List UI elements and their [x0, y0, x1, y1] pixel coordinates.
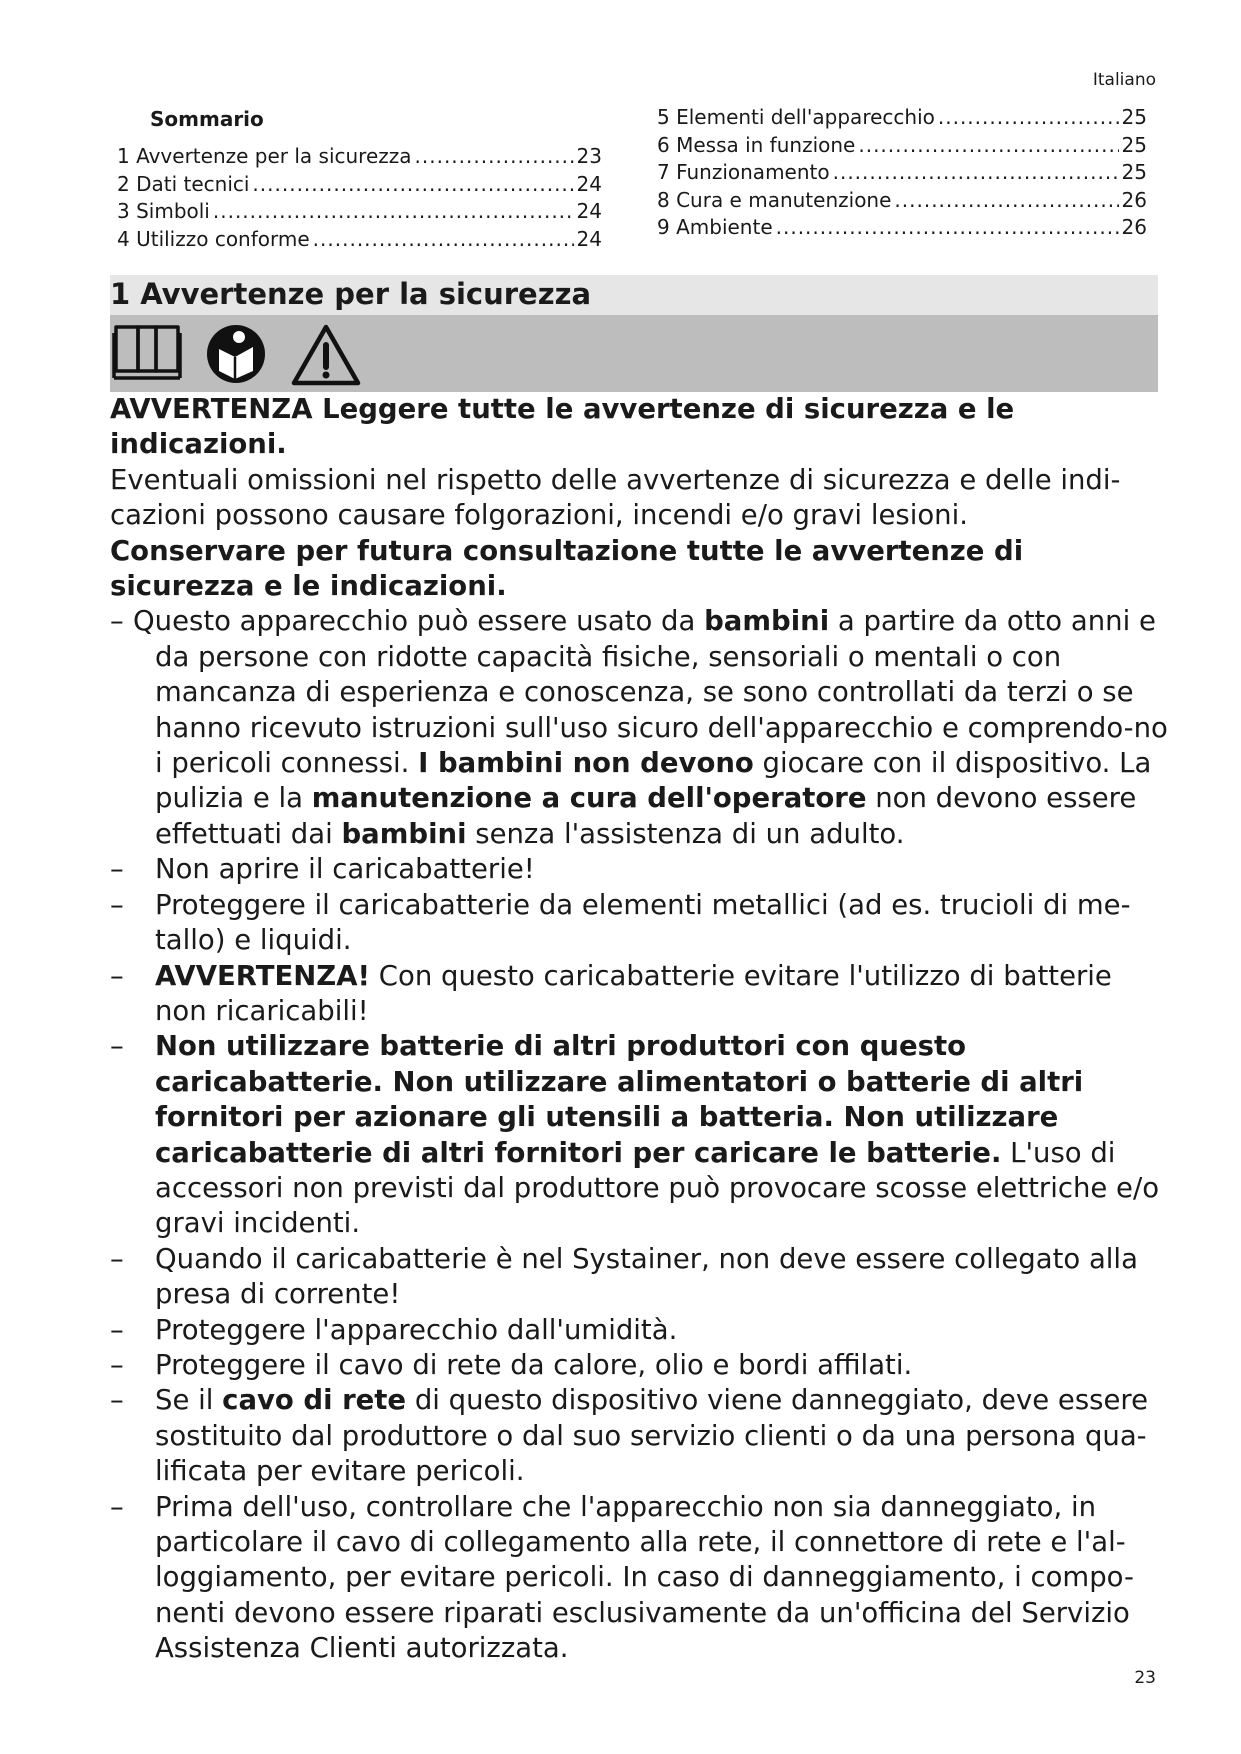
list-item: – Non utilizzare batterie di altri produttori con questo caricabatterie. Non utilizzare alimentatori o batterie di altri fornitori per azionare gli utensili a batteria. Non utilizzare caricabatterie di altri fornitori per caricare le batterie. L'uso di accessori non previsti dal produttore può provocare scosse elettriche e/o gravi incidenti.: [110, 1030, 1160, 1240]
toc-entry-page: 24: [576, 171, 602, 196]
toc-entry-page: 26: [1121, 215, 1147, 239]
read-instructions-icon: [205, 323, 267, 385]
toc-left-column: [117, 143, 602, 253]
toc-entry-page: 25: [1121, 105, 1147, 129]
toc-entry-page: 24: [576, 199, 602, 223]
toc-entry[interactable]: [657, 159, 1147, 187]
toc-entry-label: 2 Dati tecnici: [117, 171, 250, 196]
section-title: 1 Avvertenze per la sicurezza: [110, 277, 592, 311]
safety-text: [110, 392, 1170, 1667]
toc-entry[interactable]: [657, 132, 1147, 160]
page-number: 23: [1134, 1668, 1156, 1688]
toc-entry-label: 7 Funzionamento: [657, 160, 830, 184]
warning-heading: AVVERTENZA Leggere tutte le avvertenze di sicurezza e le indicazioni.: [110, 393, 1015, 461]
warning-paragraph: Eventuali omissioni nel rispetto delle avvertenze di sicurezza e delle indi-cazioni possono causare folgorazioni, incendi e/o gravi lesioni.: [110, 463, 1121, 532]
list-item: – Se il cavo di rete di questo dispositivo viene danneggiato, deve essere sostituito dal produttore o dal suo servizio clienti o da una persona qua-lificata per evitare pericoli.: [110, 1384, 1149, 1488]
toc-entry-page: 25: [1121, 132, 1147, 157]
list-item: – Prima dell'uso, controllare che l'apparecchio non sia danneggiato, in particolare il cavo di collegamento alla rete, il connettore di rete e l'al-loggiamento, per evitare pericoli. In caso di danneggiamento, i compo-nenti devono essere riparati esclusivamente da un'officina del Servizio Assistenza Clienti autorizzata.: [110, 1490, 1134, 1665]
toc-entry[interactable]: [657, 214, 1147, 242]
list-item: – AVVERTENZA! Con questo caricabatterie evitare l'utilizzo di batterie non ricaricabili!: [110, 959, 1112, 1027]
keep-instructions-note: Conservare per futura consultazione tutte le avvertenze di sicurezza e le indicazioni.: [110, 534, 1024, 603]
toc-entry-page: 26: [1121, 187, 1147, 212]
toc-entry-label: 9 Ambiente: [657, 215, 773, 239]
list-item: – Questo apparecchio può essere usato da bambini a partire da otto anni e da persone con ridotte capacità fisiche, sensoriali o mentali o con mancanza di esperienza e conoscenza, se sono controllati da terzi o se hanno ricevuto istruzioni sull'uso sicuro dell'apparecchio e comprendo-no i pericoli connessi. I bambini non devono giocare con il dispositivo. La pulizia e la manutenzione a cura dell'operatore non devono essere effettuati dai bambini senza l'assistenza di un adulto.: [110, 605, 1168, 850]
toc-entry[interactable]: [117, 198, 602, 226]
toc-title: Sommario: [150, 107, 264, 131]
toc-entry-page: 24: [576, 226, 602, 251]
toc-entry-label: 3 Simboli: [117, 199, 210, 223]
toc-entry-page: 23: [576, 144, 602, 168]
list-item: – Non aprire il caricabatterie!: [110, 853, 535, 886]
warning-triangle-icon: [290, 323, 362, 387]
toc-entry-label: 4 Utilizzo conforme: [117, 226, 310, 251]
list-item: – Proteggere il cavo di rete da calore, olio e bordi affilati.: [110, 1348, 913, 1381]
manual-book-icon: [112, 323, 182, 383]
toc-entry[interactable]: [117, 171, 602, 199]
toc-entry-label: 1 Avvertenze per la sicurezza: [117, 144, 412, 168]
toc-entry-label: 6 Messa in funzione: [657, 132, 856, 157]
toc-entry-label: 5 Elementi dell'apparecchio: [657, 105, 935, 129]
list-item: – Quando il caricabatterie è nel Systainer, non deve essere collegato alla presa di corrente!: [110, 1242, 1138, 1311]
toc-entry[interactable]: [117, 226, 602, 254]
toc-entry[interactable]: [657, 187, 1147, 215]
toc-right-column: [657, 104, 1147, 242]
list-item: – Proteggere l'apparecchio dall'umidità.: [110, 1313, 678, 1346]
section-heading-bar: [110, 275, 1158, 315]
toc-entry[interactable]: [657, 104, 1147, 132]
language-label: Italiano: [1092, 70, 1156, 90]
toc-entry[interactable]: [117, 143, 602, 171]
toc-entry-label: 8 Cura e manutenzione: [657, 187, 892, 212]
toc-entry-page: 25: [1121, 160, 1147, 184]
safety-list: [110, 604, 1170, 1666]
safety-icon-bar: [110, 315, 1158, 392]
list-item: – Proteggere il caricabatterie da elementi metallici (ad es. trucioli di me-tallo) e liquidi.: [110, 888, 1131, 957]
